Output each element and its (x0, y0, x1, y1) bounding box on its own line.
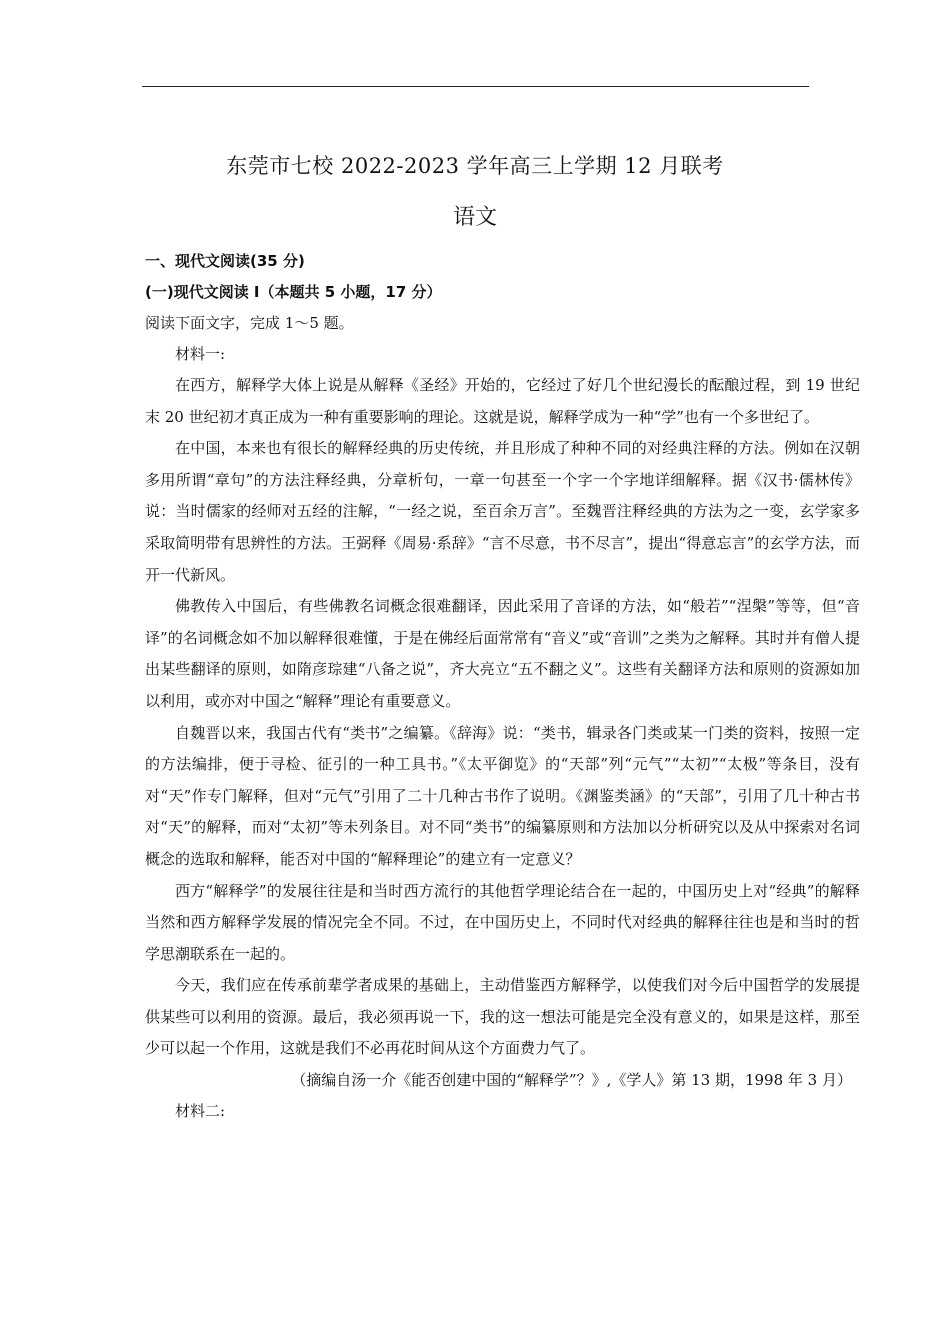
paragraph: 西方“解释学”的发展往往是和当时西方流行的其他哲学理论结合在一起的，中国历史上对“经典”的解释当然和西方解释学发展的情况完全不同。不过，在中国历史上，不同时代对经典的解释往往也是和当时的哲学思潮联系在一起的。 (145, 881, 860, 963)
material-one-label: 材料一: (175, 345, 226, 363)
paragraph: 在西方，解释学大体上说是从解释《圣经》开始的，它经过了好几个世纪漫长的酝酿过程，到 19 世纪末 20 世纪初才真正成为一种有重要影响的理论。这就是说，解释学成为一种“学”也有一个多世纪了。 (145, 376, 860, 426)
paragraph: 今天，我们应在传承前辈学者成果的基础上，主动借鉴西方解释学，以使我们对今后中国哲学的发展提供某些可以利用的资源。最后，我必须再说一下，我的这一想法可能是完全没有意义的，如果是这样，那至少可以起一个作用，这就是我们不必再花时间从这个方面费力气了。 (145, 976, 860, 1058)
page-title: 东莞市七校 2022-2023 学年高三上学期 12 月联考 (226, 154, 724, 178)
subject-title: 语文 (452, 205, 497, 230)
paragraph: 在中国，本来也有很长的解释经典的历史传统，并且形成了种种不同的对经典注释的方法。例如在汉朝多用所谓“章句”的方法注释经典，分章析句，一章一句甚至一个字一个字地详细解释。据《汉书·儒林传》说：当时儒家的经师对五经的注解，“一经之说，至百余万言”。至魏晋注释经典的方法为之一变，玄学家多采取简明带有思辨性的方法。王弼释《周易·系辞》“言不尽意，书不尽言”，提出“得意忘言”的玄学方法，而开一代新风。 (145, 439, 860, 584)
reading-content (145, 246, 860, 1127)
header-rule (142, 86, 809, 87)
paragraph: 自魏晋以来，我国古代有“类书”之编纂。《辞海》说：“类书，辑录各门类或某一门类的资料，按照一定的方法编排，便于寻检、征引的一种工具书。”《太平御览》的“天部”列“元气”“太初”“太极”等条目，没有对“天”作专门解释，但对“元气”引用了二十几种古书作了说明。《渊鉴类涵》的“天部”，引用了几十种古书对“天”的解释，而对“太初”等未列条目。对不同“类书”的编纂原则和方法加以分析研究以及从中探索对名词概念的选取和解释，能否对中国的“解释理论”的建立有一定意义？ (145, 723, 860, 868)
section-heading: 一、现代文阅读(35 分) (145, 252, 305, 270)
subsection-heading: (一)现代文阅读 I（本题共 5 小题，17 分） (145, 283, 442, 301)
material-two-label: 材料二: (175, 1102, 226, 1121)
source-citation: （摘编自汤一介《能否创建中国的“解释学”？》,《学人》第 13 期，1998 年 3 月） (291, 1071, 852, 1090)
instruction-text: 阅读下面文字，完成 1～5 题。 (145, 314, 354, 332)
paragraph: 佛教传入中国后，有些佛教名词概念很难翻译，因此采用了音译的方法，如“般若”“涅槃”等等，但“音译”的名词概念如不加以解释很难懂，于是在佛经后面常常有“音义”或“音训”之类为之解释。其时并有僧人提出某些翻译的原则，如隋彦琮建“八备之说”，齐大亮立“五不翻之义”。这些有关翻译方法和原则的资源如加以利用，或亦对中国之“解释”理论有重要意义。 (145, 597, 860, 710)
